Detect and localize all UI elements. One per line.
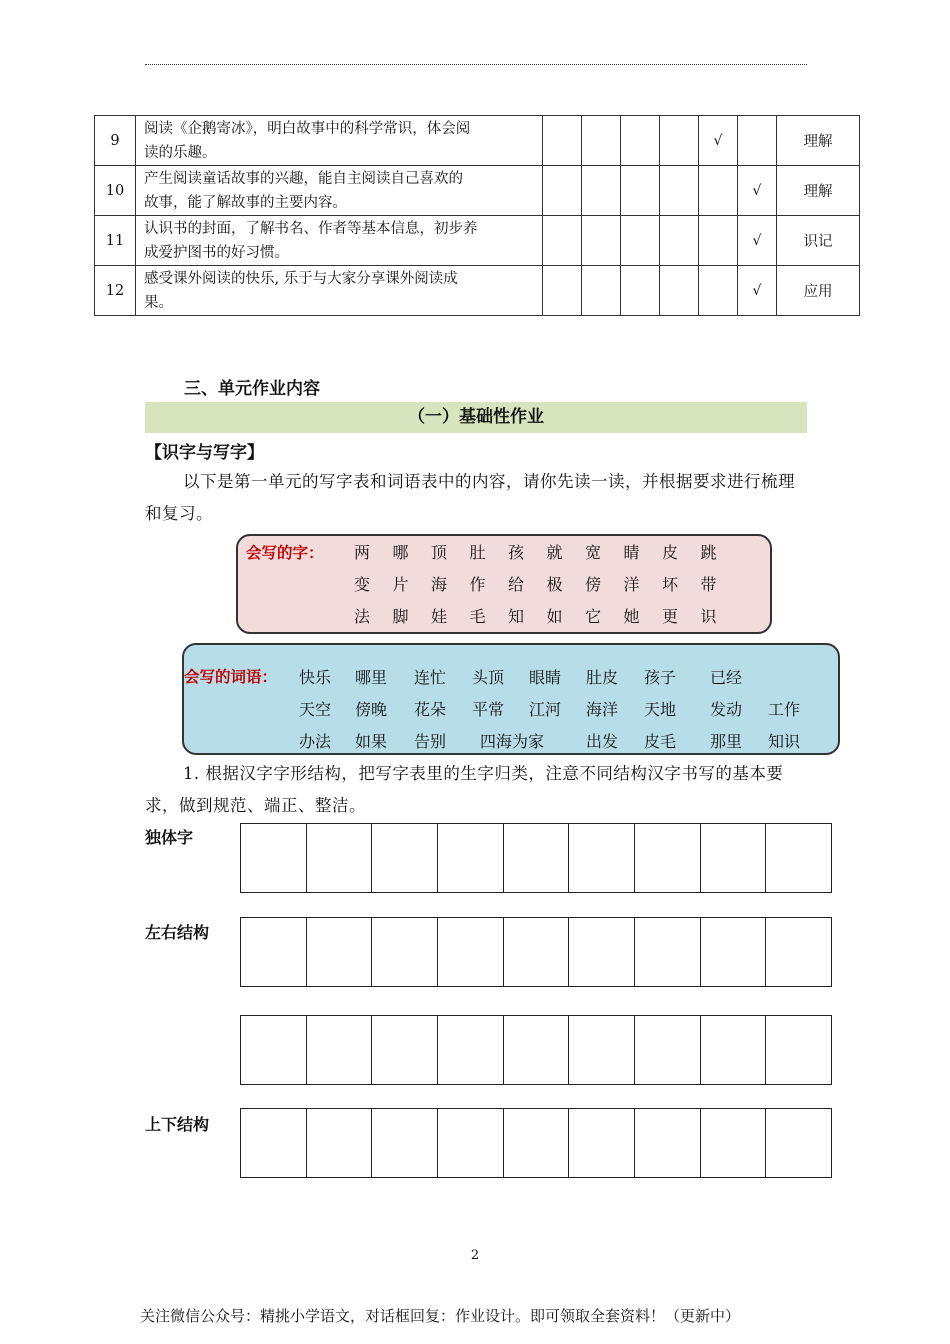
literacy-subheading: 【识字与写字】 — [145, 443, 264, 463]
writing-grid-left-right-1[interactable] — [240, 917, 832, 987]
objective-line: 产生阅读童话故事的兴趣，能自主阅读自己喜欢的 — [144, 170, 463, 187]
footer-note: 关注微信公众号：精挑小学语文，对话框回复：作业设计。即可领取全套资料！（更新中） — [140, 1307, 741, 1325]
writing-cell[interactable] — [241, 918, 307, 986]
writing-cell[interactable] — [766, 918, 831, 986]
writing-cell[interactable] — [504, 1109, 570, 1177]
writing-cell[interactable] — [307, 918, 373, 986]
objectives-table — [94, 115, 860, 316]
writing-word: 海洋 — [586, 700, 619, 719]
words-label: 会写的词语： — [184, 668, 278, 686]
objective-check-cell — [660, 266, 699, 316]
writing-character: 识 — [700, 607, 717, 626]
objective-check-cell — [543, 216, 582, 266]
writing-cell[interactable] — [372, 918, 438, 986]
writing-grid-left-right-2[interactable] — [240, 1015, 832, 1085]
writing-grid-single[interactable] — [240, 823, 832, 893]
writing-cell[interactable] — [701, 824, 767, 892]
writing-cell[interactable] — [701, 1016, 767, 1084]
writing-cell[interactable] — [372, 824, 438, 892]
writing-character: 洋 — [623, 575, 640, 594]
writing-character: 毛 — [469, 607, 486, 626]
writing-character: 宽 — [585, 543, 602, 562]
objective-description — [136, 216, 543, 266]
writing-character: 更 — [662, 607, 679, 626]
writing-character: 片 — [392, 575, 409, 594]
writing-character: 哪 — [392, 543, 409, 562]
writing-word: 天空 — [299, 700, 332, 719]
objective-check-cell — [543, 166, 582, 216]
objective-number: 11 — [95, 216, 136, 266]
writing-character: 带 — [700, 575, 717, 594]
writing-word: 那里 — [710, 732, 743, 751]
characters-box — [236, 534, 772, 634]
page-number: 2 — [470, 1248, 480, 1263]
objective-line: 认识书的封面，了解书名、作者等基本信息，初步养 — [144, 220, 478, 237]
objective-check-cell — [543, 266, 582, 316]
objective-check-cell — [582, 116, 621, 166]
basic-homework-title: （一）基础性作业 — [145, 402, 807, 433]
writing-word: 江河 — [529, 700, 562, 719]
writing-cell[interactable] — [701, 918, 767, 986]
objective-check-cell — [621, 266, 660, 316]
objective-line: 感受课外阅读的快乐, 乐于与大家分享课外阅读成 — [144, 270, 458, 287]
writing-cell[interactable] — [438, 824, 504, 892]
writing-word: 知识 — [768, 732, 801, 751]
writing-cell[interactable] — [372, 1109, 438, 1177]
objective-check-cell — [660, 166, 699, 216]
objective-number: 9 — [95, 116, 136, 166]
objective-check-cell: √ — [738, 266, 777, 316]
writing-word: 孩子 — [644, 668, 677, 687]
writing-cell[interactable] — [766, 1109, 831, 1177]
objective-line: 成爱护图书的好习惯。 — [144, 244, 289, 261]
writing-word: 花朵 — [414, 700, 447, 719]
writing-word: 肚皮 — [586, 668, 619, 687]
writing-word: 四海为家 — [480, 732, 545, 751]
objective-check-cell — [582, 266, 621, 316]
writing-cell[interactable] — [635, 1016, 701, 1084]
writing-word: 出发 — [586, 732, 619, 751]
objective-level: 识记 — [777, 216, 860, 266]
writing-word: 工作 — [768, 700, 801, 719]
single-structure-label: 独体字 — [145, 828, 194, 847]
writing-word: 已经 — [710, 668, 743, 687]
writing-word: 傍晚 — [355, 700, 388, 719]
objective-check-cell — [621, 166, 660, 216]
objective-line: 阅读《企鹅寄冰》，明白故事中的科学常识，体会阅 — [144, 120, 471, 137]
objective-check-cell — [582, 216, 621, 266]
writing-character: 跳 — [700, 543, 717, 562]
objective-row — [95, 116, 860, 166]
writing-grid-top-bottom[interactable] — [240, 1108, 832, 1178]
objective-check-cell: √ — [699, 116, 738, 166]
writing-character: 两 — [354, 543, 371, 562]
objective-check-cell — [543, 116, 582, 166]
section-heading: 三、单元作业内容 — [184, 379, 320, 399]
writing-word: 发动 — [710, 700, 743, 719]
writing-character: 她 — [623, 607, 640, 626]
objective-check-cell — [621, 116, 660, 166]
objective-check-cell: √ — [738, 166, 777, 216]
writing-character: 极 — [546, 575, 563, 594]
objective-number: 12 — [95, 266, 136, 316]
objective-line: 读的乐趣。 — [144, 144, 217, 161]
objective-line: 故事，能了解故事的主要内容。 — [144, 194, 347, 211]
objective-description — [136, 166, 543, 216]
objective-check-cell — [621, 216, 660, 266]
objective-level: 理解 — [777, 166, 860, 216]
writing-cell[interactable] — [438, 1016, 504, 1084]
objective-row — [95, 266, 860, 316]
intro-paragraph: 以下是第一单元的写字表和词语表中的内容，请你先读一读，并根据要求进行梳理和复习。 — [145, 472, 795, 523]
writing-cell[interactable] — [307, 1016, 373, 1084]
writing-cell[interactable] — [635, 824, 701, 892]
writing-cell[interactable] — [569, 918, 635, 986]
writing-word: 如果 — [355, 732, 388, 751]
task-1-text: 1. 根据汉字字形结构，把写字表里的生字归类，注意不同结构汉字书写的基本要求，做到规范、端正、整洁。 — [145, 764, 784, 815]
writing-cell[interactable] — [766, 824, 831, 892]
writing-character: 坏 — [662, 575, 679, 594]
writing-word: 眼睛 — [529, 668, 562, 687]
writing-word: 连忙 — [414, 668, 447, 687]
objective-check-cell: √ — [738, 216, 777, 266]
writing-word: 哪里 — [355, 668, 388, 687]
objective-check-cell — [660, 216, 699, 266]
writing-cell[interactable] — [635, 1109, 701, 1177]
objective-check-cell — [660, 116, 699, 166]
writing-cell[interactable] — [241, 1016, 307, 1084]
objective-level: 应用 — [777, 266, 860, 316]
writing-cell[interactable] — [307, 1109, 373, 1177]
writing-character: 皮 — [662, 543, 679, 562]
writing-character: 就 — [546, 543, 563, 562]
writing-cell[interactable] — [635, 918, 701, 986]
writing-character: 肚 — [469, 543, 486, 562]
writing-cell[interactable] — [438, 1109, 504, 1177]
objective-description — [136, 116, 543, 166]
writing-cell[interactable] — [504, 824, 570, 892]
left-right-structure-label: 左右结构 — [145, 923, 210, 942]
writing-cell[interactable] — [569, 824, 635, 892]
writing-word: 皮毛 — [644, 732, 677, 751]
objective-check-cell — [699, 166, 738, 216]
writing-character: 孩 — [508, 543, 525, 562]
writing-word: 办法 — [299, 732, 332, 751]
objective-level: 理解 — [777, 116, 860, 166]
objective-check-cell — [582, 166, 621, 216]
writing-character: 给 — [508, 575, 525, 594]
writing-cell[interactable] — [504, 918, 570, 986]
objective-row — [95, 216, 860, 266]
objective-check-cell — [699, 266, 738, 316]
writing-cell[interactable] — [438, 918, 504, 986]
writing-cell[interactable] — [241, 1109, 307, 1177]
writing-character: 如 — [546, 607, 563, 626]
writing-cell[interactable] — [701, 1109, 767, 1177]
objective-check-cell — [699, 216, 738, 266]
writing-character: 知 — [508, 607, 525, 626]
writing-word: 快乐 — [299, 668, 332, 687]
writing-character: 它 — [585, 607, 602, 626]
objective-line: 果。 — [144, 294, 173, 311]
writing-cell[interactable] — [766, 1016, 831, 1084]
writing-character: 作 — [469, 575, 486, 594]
writing-character: 顶 — [431, 543, 448, 562]
writing-cell[interactable] — [569, 1109, 635, 1177]
writing-word: 平常 — [472, 700, 505, 719]
objective-number: 10 — [95, 166, 136, 216]
writing-character: 法 — [354, 607, 371, 626]
top-bottom-structure-label: 上下结构 — [145, 1115, 210, 1134]
writing-cell[interactable] — [504, 1016, 570, 1084]
writing-word: 告别 — [414, 732, 447, 751]
writing-word: 头顶 — [472, 668, 505, 687]
writing-character: 睛 — [623, 543, 640, 562]
writing-character: 脚 — [392, 607, 409, 626]
writing-character: 海 — [431, 575, 448, 594]
objective-check-cell — [738, 116, 777, 166]
writing-cell[interactable] — [307, 824, 373, 892]
characters-label: 会写的字： — [246, 544, 324, 562]
objective-row — [95, 166, 860, 216]
header-dotted-rule — [145, 64, 807, 65]
writing-character: 娃 — [431, 607, 448, 626]
writing-word: 天地 — [644, 700, 677, 719]
writing-cell[interactable] — [241, 824, 307, 892]
writing-cell[interactable] — [372, 1016, 438, 1084]
words-box — [182, 643, 840, 755]
writing-character: 傍 — [585, 575, 602, 594]
objective-description — [136, 266, 543, 316]
writing-character: 变 — [354, 575, 371, 594]
writing-cell[interactable] — [569, 1016, 635, 1084]
